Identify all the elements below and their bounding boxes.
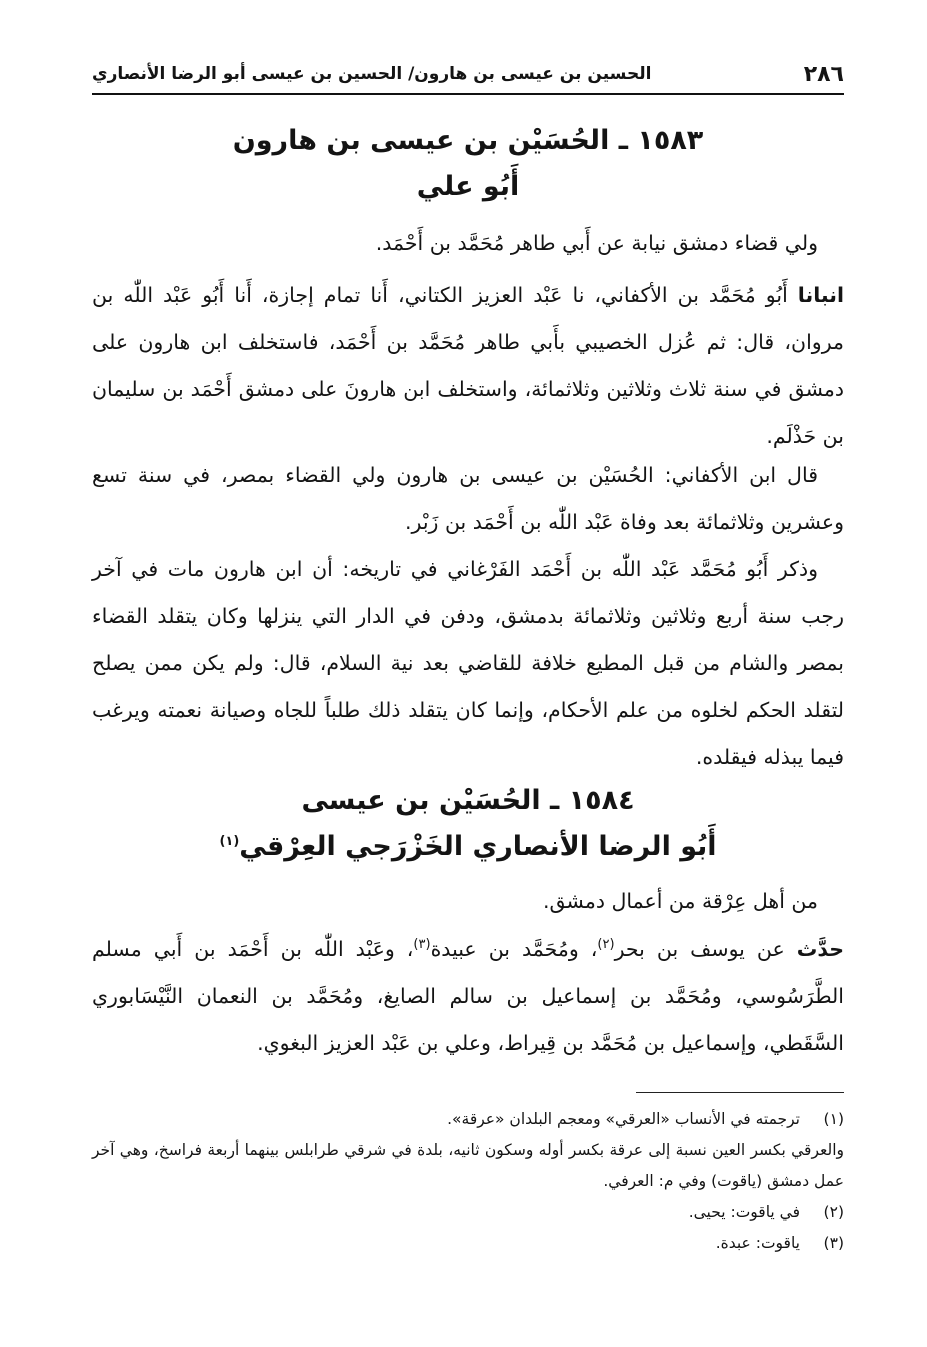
footnote-text: في ياقوت: يحيى. xyxy=(688,1203,800,1221)
entry-subtitle xyxy=(92,824,844,870)
footnote-text: ياقوت: عبدة. xyxy=(715,1234,800,1252)
paragraph-text: عن يوسف بن بحر xyxy=(614,937,785,961)
entry-1583-heading xyxy=(92,118,844,210)
entry-1583-paragraph-1 xyxy=(92,220,844,267)
paragraph-text: أَبُو مُحَمَّد بن الأكفاني، نا عَبْد العزيز الكتاني، أَنا تمام إجازة، أَنا أَبُو عَبْد اللّٰه بن مروان، قال: ثم عُزل الخصيبي بأَبي طاهر مُحَمَّد بن أَحْمَد، فاستخلف ابن هارون على دمشق في سنة ثلاث وثلاثين وثلاثمائة، واستخلف ابن هارونَ على دمشق أَحْمَد بن سليمان بن حَذْلَم. xyxy=(92,283,844,448)
paragraph: ولي قضاء دمشق نيابة عن أَبي طاهر مُحَمَّد بن أَحْمَد. xyxy=(375,231,818,255)
paragraph: قال ابن الأكفاني: الحُسَيْن بن عيسى بن هارون ولي القضاء بمصر، في سنة تسع وعشرين وثلاثمائة بعد وفاة عَبْد اللّٰه بن أَحْمَد بن زَبْر. xyxy=(92,463,844,534)
footnote xyxy=(92,1197,844,1228)
footnote-rule xyxy=(636,1092,844,1093)
footnote-continuation: والعرقي بكسر العين نسبة إلى عرقة بكسر أوله وسكون ثانيه، بلدة في شرقي طرابلس بينهما أربعة فراسخ، وهي آخر عمل دمشق (ياقوت) وفي م: العرفي. xyxy=(92,1141,844,1190)
paragraph-text: ، وعَبْد اللّٰه بن أَحْمَد بن أَبي مسلم الطَّرَسُوسي، ومُحَمَّد بن إسماعيل بن سالم الصايغ، ومُحَمَّد بن النعمان النَّيْسَابوري السَّقَطي، وإسماعيل بن مُحَمَّد بن قِيراط، وعلي بن عَبْد العزيز البغوي. xyxy=(92,937,844,1055)
entry-1583-paragraph-3 xyxy=(92,452,844,546)
entry-1584-paragraph-1 xyxy=(92,878,844,925)
paragraph xyxy=(92,272,844,460)
page-number: ٢٨٦ xyxy=(803,61,844,87)
entry-1584-paragraph-2 xyxy=(92,926,844,1067)
header-rule xyxy=(92,93,844,95)
footnote xyxy=(92,1104,844,1135)
running-header xyxy=(92,56,844,92)
lead-word: حدَّث xyxy=(796,937,844,961)
paragraph-text: ، ومُحَمَّد بن عبيدة xyxy=(430,937,598,961)
paragraph: من أهل عِرْقة من أعمال دمشق. xyxy=(542,889,818,913)
footnote-number: (١) xyxy=(823,1110,844,1128)
entry-subtitle: أَبُو علي xyxy=(416,171,520,202)
entry-title: ١٥٨٣ ـ الحُسَيْن بن عيسى بن هارون xyxy=(232,125,704,156)
footnote-marker: (٢) xyxy=(597,937,615,953)
entry-1583-paragraph-2 xyxy=(92,272,844,460)
paragraph: وذكر أَبُو مُحَمَّد عَبْد اللّٰه بن أَحْمَد الفَرْغاني في تاريخه: أن ابن هارون مات في آخر رجب سنة أربع وثلاثين وثلاثمائة بدمشق، ودفن في الدار التي ينزلها وكان يتقلد القضاء بمصر والشام من قبل المطيع خلافة للقاضي بعد نية السلام، قال: ولم يكن ممن يصلح لتقلد الحكم لخلوه من علم الأحكام، وإنما كان يتقلد ذلك طلباً للجاه وصيانة نعمته ويرغب فيما يبذله فيقلده. xyxy=(92,557,844,769)
entry-1583-paragraph-4 xyxy=(92,546,844,781)
footnote-text: ترجمته في الأنساب «العرقي» ومعجم البلدان «عرقة». xyxy=(447,1110,800,1128)
footnote-number: (٢) xyxy=(823,1203,844,1221)
lead-word: انبانا xyxy=(797,283,844,307)
footnote xyxy=(92,1228,844,1259)
footnote-number: (٣) xyxy=(823,1234,844,1252)
footnote-marker: (٣) xyxy=(413,937,431,953)
entry-1584-heading xyxy=(92,778,844,870)
entry-title: ١٥٨٤ ـ الحُسَيْن بن عيسى xyxy=(301,785,635,816)
paragraph xyxy=(92,926,844,1067)
footnote-marker: (١) xyxy=(219,834,240,849)
running-title: الحسين بن عيسى بن هارون/ الحسين بن عيسى أبو الرضا الأنصاري xyxy=(92,64,652,84)
footnotes xyxy=(92,1104,844,1259)
subtitle-text: أَبُو الرضا الأنصاري الخَزْرَجي العِرْقي xyxy=(239,831,717,862)
